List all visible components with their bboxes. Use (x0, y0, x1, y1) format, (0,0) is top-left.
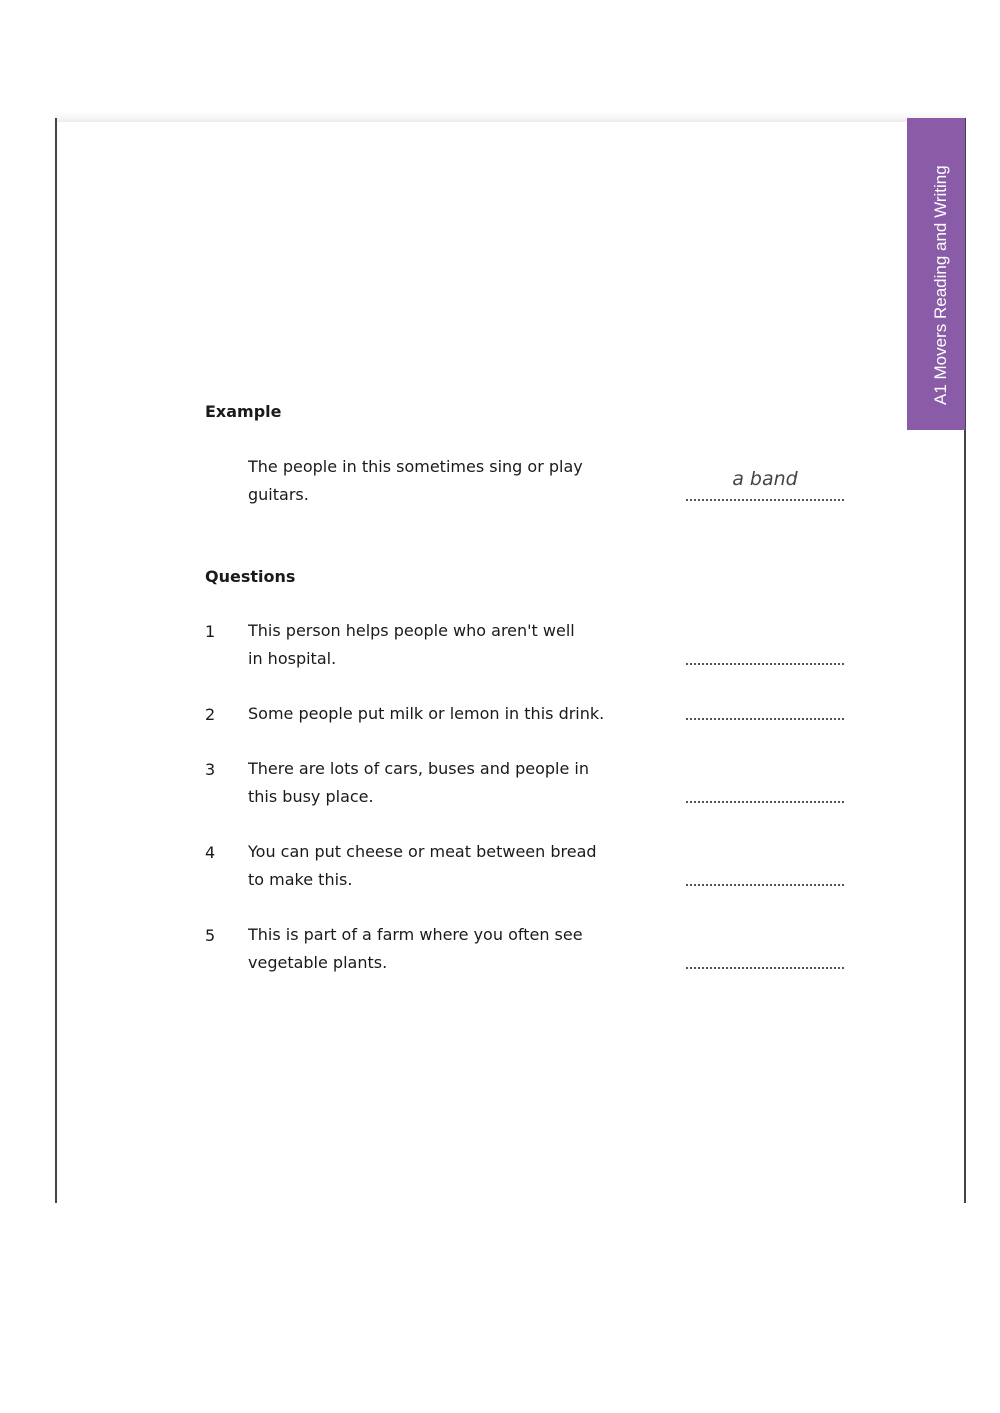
example-answer: a band (732, 468, 798, 490)
questions-heading: Questions (205, 567, 296, 586)
question-3-line-2: this busy place. (248, 787, 374, 806)
question-2-number: 2 (205, 705, 216, 724)
question-2-text (248, 700, 648, 728)
question-1-number: 1 (205, 622, 216, 641)
question-5-number: 5 (205, 926, 216, 945)
question-1-line-1: This person helps people who aren't well (248, 621, 575, 640)
question-3-line-1: There are lots of cars, buses and people in (248, 759, 589, 778)
question-4-number: 4 (205, 843, 216, 862)
example-text (248, 453, 648, 509)
question-3-number: 3 (205, 760, 216, 779)
question-4-answer-line[interactable] (686, 884, 844, 886)
example-text-line-2: guitars. (248, 485, 309, 504)
question-5-line-2: vegetable plants. (248, 953, 388, 972)
question-3-answer-line[interactable] (686, 801, 844, 803)
question-5-text (248, 921, 648, 977)
question-1-answer-line[interactable] (686, 663, 844, 665)
question-2-line-1: Some people put milk or lemon in this drink. (248, 704, 605, 723)
side-tab-label: A1 Movers Reading and Writing (931, 165, 950, 405)
question-4-text (248, 838, 648, 894)
question-1-line-2: in hospital. (248, 649, 337, 668)
question-2-answer-line[interactable] (686, 718, 844, 720)
question-5-line-1: This is part of a farm where you often see (248, 925, 583, 944)
question-5-answer-line[interactable] (686, 967, 844, 969)
example-text-line-1: The people in this sometimes sing or play (248, 457, 583, 476)
example-heading: Example (205, 402, 282, 421)
question-4-line-2: to make this. (248, 870, 353, 889)
question-4-line-1: You can put cheese or meat between bread (248, 842, 597, 861)
question-1-text (248, 617, 648, 673)
question-3-text (248, 755, 648, 811)
example-answer-line (686, 499, 844, 501)
